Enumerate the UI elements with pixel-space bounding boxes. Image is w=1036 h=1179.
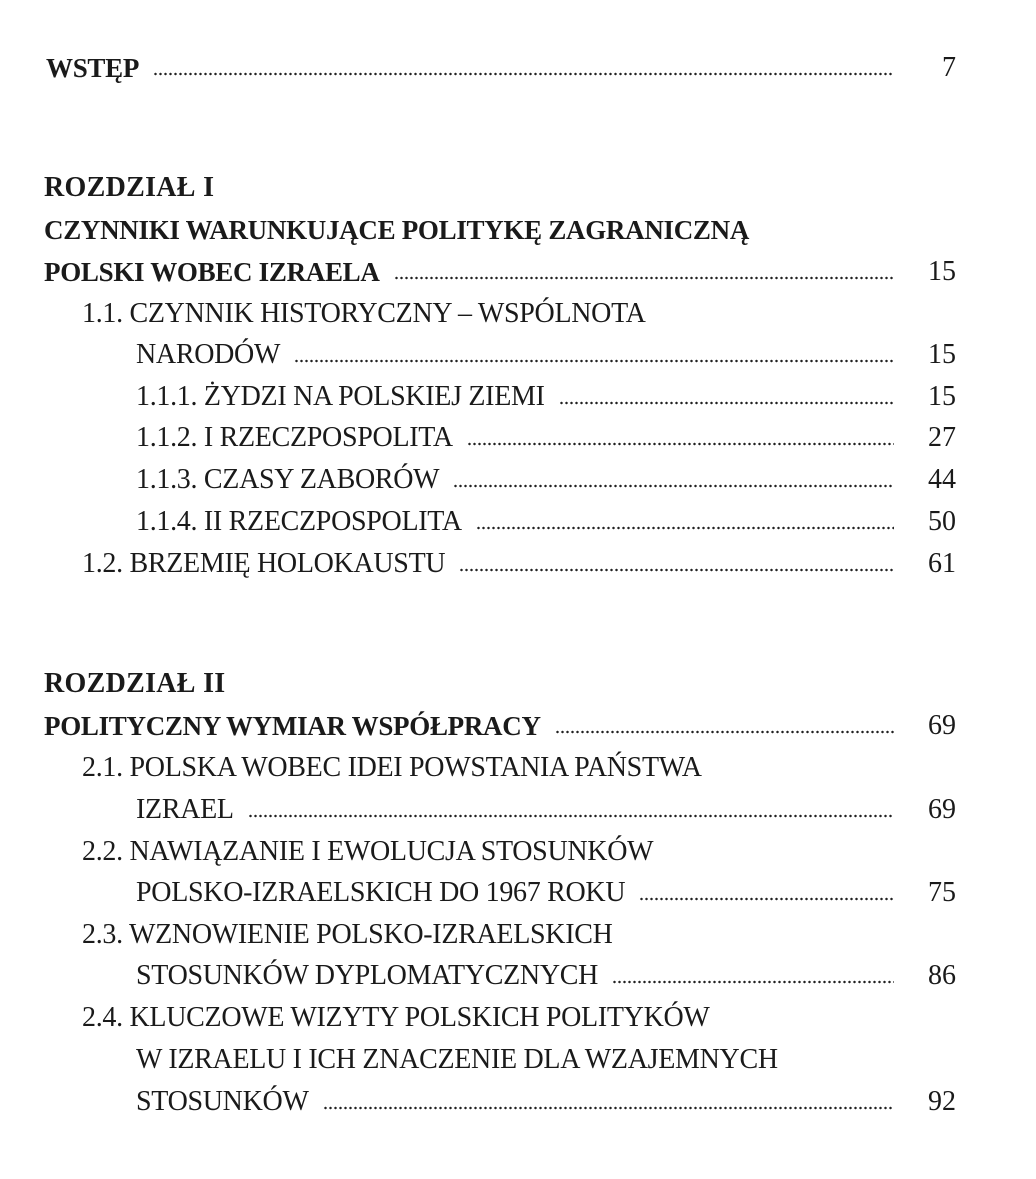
dot-leader [639, 896, 894, 902]
toc-entry-section-2-4-line-2[interactable] [0, 1036, 1036, 1076]
toc-entry-title: WSTĘP [46, 53, 140, 83]
toc-entry-section-1-1-3[interactable] [0, 456, 1036, 496]
dot-leader [394, 275, 894, 281]
toc-page-number: 15 [928, 381, 956, 412]
toc-entry-section-2-1-line-1[interactable] [0, 744, 1036, 784]
toc-entry-intro[interactable] [0, 44, 1036, 84]
section-title: 1.1. CZYNNIK HISTORYCZNY – WSPÓLNOTA [82, 298, 646, 329]
section-title: NARODÓW [136, 339, 281, 370]
toc-page-number: 7 [942, 52, 956, 83]
section-title: 2.4. KLUCZOWE WIZYTY POLSKICH POLITYKÓW [82, 1002, 710, 1033]
toc-entry-section-1-1-4[interactable] [0, 498, 1036, 538]
toc-page-number: 44 [928, 464, 956, 495]
chapter-1-label-line [0, 164, 1036, 204]
section-title: 1.1.4. II RZECZPOSPOLITA [136, 506, 462, 537]
section-title: 2.3. WZNOWIENIE POLSKO-IZRAELSKICH [82, 919, 613, 950]
dot-leader [476, 525, 894, 531]
toc-entry-section-2-2[interactable] [0, 869, 1036, 909]
toc-entry-chapter-2[interactable] [0, 702, 1036, 742]
dot-leader [612, 979, 894, 985]
toc-entry-section-1-1-line-1[interactable] [0, 290, 1036, 330]
toc-page-number: 75 [928, 877, 956, 908]
toc-entry-chapter-1[interactable] [0, 248, 1036, 288]
toc-page-number: 15 [928, 339, 956, 370]
toc-entry-section-2-2-line-1[interactable] [0, 828, 1036, 868]
dot-leader [559, 400, 894, 406]
toc-entry-section-1-1-2[interactable] [0, 414, 1036, 454]
section-title: POLSKO-IZRAELSKICH DO 1967 ROKU [136, 877, 626, 908]
toc-page-number: 69 [928, 710, 956, 741]
chapter-title: POLSKI WOBEC IZRAELA [44, 257, 380, 287]
toc-entry-section-2-3-line-1[interactable] [0, 911, 1036, 951]
chapter-title: CZYNNIKI WARUNKUJĄCE POLITYKĘ ZAGRANICZNĄ [44, 215, 750, 245]
section-title: W IZRAELU I ICH ZNACZENIE DLA WZAJEMNYCH [136, 1044, 778, 1075]
chapter-1-title-line-1 [0, 206, 1036, 246]
chapter-2-label-line [0, 660, 1036, 700]
dot-leader [153, 71, 894, 77]
toc-page-number: 27 [928, 422, 956, 453]
dot-leader [453, 483, 894, 489]
toc-entry-section-2-3[interactable] [0, 952, 1036, 992]
dot-leader [555, 729, 894, 735]
dot-leader [459, 567, 894, 573]
chapter-label: ROZDZIAŁ I [44, 172, 215, 203]
section-title: 1.1.1. ŻYDZI NA POLSKIEJ ZIEMI [136, 381, 545, 412]
toc-entry-section-2-4[interactable] [0, 1078, 1036, 1118]
section-title: STOSUNKÓW DYPLOMATYCZNYCH [136, 960, 599, 991]
toc-page-number: 69 [928, 794, 956, 825]
dot-leader [467, 441, 894, 447]
toc-page-number: 50 [928, 506, 956, 537]
toc-page-number: 61 [928, 548, 956, 579]
section-title: 1.2. BRZEMIĘ HOLOKAUSTU [82, 548, 446, 579]
toc-entry-section-2-4-line-1[interactable] [0, 994, 1036, 1034]
section-title: 1.1.3. CZASY ZABORÓW [136, 464, 440, 495]
toc-entry-section-2-1[interactable] [0, 786, 1036, 826]
toc-entry-section-1-1[interactable] [0, 331, 1036, 371]
section-title: STOSUNKÓW [136, 1086, 309, 1117]
dot-leader [248, 813, 894, 819]
toc-page-number: 15 [928, 256, 956, 287]
dot-leader [294, 358, 894, 364]
toc-entry-section-1-1-1[interactable] [0, 373, 1036, 413]
chapter-title: POLITYCZNY WYMIAR WSPÓŁPRACY [44, 711, 541, 741]
section-title: 2.1. POLSKA WOBEC IDEI POWSTANIA PAŃSTWA [82, 752, 702, 783]
dot-leader [323, 1105, 894, 1111]
section-title: 2.2. NAWIĄZANIE I EWOLUCJA STOSUNKÓW [82, 836, 654, 867]
section-title: IZRAEL [136, 794, 234, 825]
chapter-label: ROZDZIAŁ II [44, 668, 226, 699]
section-title: 1.1.2. I RZECZPOSPOLITA [136, 422, 453, 453]
toc-page-number: 92 [928, 1086, 956, 1117]
toc-page-number: 86 [928, 960, 956, 991]
toc-entry-section-1-2[interactable] [0, 540, 1036, 580]
